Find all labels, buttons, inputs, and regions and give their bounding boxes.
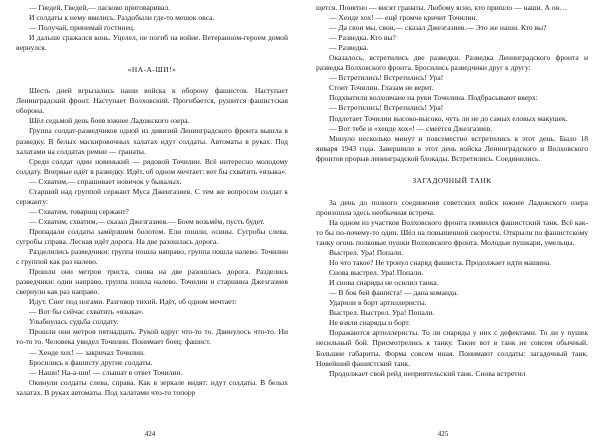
paragraph: — Схватим, схватим,— сказал Джезгазиев.— Боем возьмём, пусть будет.: [29, 216, 265, 226]
paragraph: Окинули солдаты слева, справа. Как в зеркале видят: идут солдаты. В белых халатах. В руках автоматы. Под халатами что-то топорр: [16, 377, 288, 397]
paragraph: — Да свои мы, свои,— сказал Джезгазиев.— Это же наши. Кто вы?: [329, 23, 547, 33]
paragraph: — Встретились! Встретились! Ура!: [329, 73, 444, 83]
paragraph: Разделились разведчики: группа пошла направо, группа пошла налево. Точилин с группой как раз налево.: [16, 247, 288, 267]
paragraph: — Разведка.: [329, 43, 369, 53]
paragraph: Стоит Точилин. Глазам не верит.: [329, 83, 434, 93]
right-section-body: [316, 198, 588, 379]
paragraph: — Встретились! Встретились! Ура!: [329, 103, 444, 113]
left-top-line-3: — Получай, принимай гостинец.: [29, 23, 135, 33]
paragraph: Снова выстрел. Ура! Попали.: [329, 268, 424, 278]
paragraph: Не взяли снаряды и борт.: [329, 318, 411, 328]
paragraph: Группа солдат-разведчиков одной из дивизий Ленинградского фронта вышла в разведку. В белых маскировочных халатах идут солдаты. Автоматы в руках. Под халатами на солдатах ремни — гранаты.: [16, 126, 288, 156]
page-number-right: 425: [437, 430, 449, 438]
paragraph: — Вот тебе и «хенде хох»! — смеётся Джезгазиев.: [329, 123, 493, 133]
paragraph: Продолжает свой рейд неприятельский танк. Снова встретил: [329, 368, 526, 378]
paragraph: На одном из участков Волховского фронта появился фашистский танк. Всё как-то бы по-почему-то один. Шёл на повышенной скорости. Открыли по фашистскому танку огонь полковые пушки Волховского фронта. Молодые пушкари, умельцы.: [316, 217, 588, 247]
paragraph: Улыбнулась судьба солдату.: [29, 317, 119, 327]
right-page: [316, 3, 588, 447]
paragraph: — Схватим,— спрашивает новичок у бывалых.: [29, 176, 182, 186]
paragraph: Пропадали солдаты замёрзшим болотом. Ели пошли, осины. Сугробы слева, сугробы справа. Лесная идёт дорога. На две разошлась дорога.: [16, 226, 288, 246]
paragraph: Ударили в борт артиллеристы.: [329, 298, 427, 308]
left-top-line-2: И солдаты к нему явились. Раздобыли где-то мешок овса.: [29, 13, 215, 23]
paragraph: И снова снаряды не осилил танка.: [329, 278, 439, 288]
section-heading-nashi: «НА-А-ШИ!»: [127, 65, 177, 75]
right-top-continuation: [316, 3, 588, 164]
paragraph: Выстрел. Выстрел. Ура! Попали.: [329, 308, 435, 318]
paragraph: — Схватим, товарищ сержант?: [29, 206, 129, 216]
paragraph: Прошли они метров триста, снова на две разошлась дорога. Разделись разведчики: одни направо, группа пошла налево. Точилин и старшина Джезгазиев свернули как раз направо.: [16, 267, 288, 297]
paragraph: — Наши! На-а-ши! — слышат в ответ Точилин.: [29, 367, 183, 377]
paragraph: Оказалось, встретились две разведки. Разведка Ленинградского фронта и разведка Волховского фронта. Бросились разведчики друг к другу:: [316, 53, 588, 73]
paragraph: Идут. Снег под ногами. Разговор тихий. Идёт, об одном мечтает:: [29, 297, 237, 307]
section-heading-zagadochny-tank: ЗАГАДОЧНЫЙ ТАНК: [412, 175, 492, 185]
left-top-line-1: — Гведей, Гведей,— ласково приговаривал.: [29, 3, 171, 12]
paragraph: — Хенде хох! — закричал Точилин.: [29, 347, 145, 357]
page-number-left: 424: [144, 430, 156, 438]
paragraph: — Хенде хох! — ещё громче кричит Точилин.: [329, 13, 478, 23]
paragraph: Прошли они метров пятнадцать. Рукой вдруг что-то то. Двинулось что-то. Ни то-то то. Человека увидел Точилин. Понимает боец: фашист.: [16, 327, 288, 347]
paragraph: Минуло несколько минут и повсеместно встретились в этот день. Было 18 января 1943 года. Завершили в этот день войска Ленинградского и Волховского фронтов прорыв ленинградской блокады. Встретились. Соединились.: [316, 133, 588, 163]
left-top-line-4: И дальше сражался конь. Уцелел, не погиб на войне. Ветеранном-героем домой вернулся.: [16, 33, 288, 53]
paragraph: Выстрел. Ура! Попали.: [329, 248, 404, 258]
paragraph: щется. Понятно — висят гранаты. Любому ясно, кто пришло — наши. А он…: [316, 3, 568, 12]
paragraph: Бросились к фашисту другие солдаты.: [29, 357, 153, 367]
paragraph: Но что такое? Не тронул снаряд фашиста. Продолжает идти машина.: [329, 258, 552, 268]
paragraph: Подхватили волховчане на руки Точилина. Подбрасывают вверх:: [329, 93, 538, 103]
paragraph: — Вот бы сейчас схватить «языка».: [29, 307, 144, 317]
paragraph: Старший над группой сержант Муса Дженгазиев. С тем же вопросом солдат к сержанту:: [16, 186, 288, 206]
paragraph: Шесть дней вгрызались наши войска в оборону фашистов. Наступает Ленинградский фронт. Наступает Волховский. Прогибается, рушится фашистская оборона.: [16, 86, 288, 116]
paragraph: Поражаются артиллеристы. То ли снаряды у них с дефектами. То ли у пушек несильный бой. Присмотрелись к танку. Такие вот в танк не совсем обычный. Большие габариты. Форма совсем иная. Понимают солдаты: загадочный танк. Новейший фашистский танк.: [316, 328, 588, 368]
paragraph: Подлетает Точилин высоко-высоко, чуть ли не до самых еловых макушек.: [329, 113, 568, 123]
paragraph: — Разведка. Кто вы?: [329, 33, 396, 43]
left-page: [16, 3, 288, 447]
paragraph: — В бок бей фашиста! — дана команда.: [329, 288, 459, 298]
paragraph: За день до полного соединения советских войск южнее Ладожского озера произошла здесь необычная встреча.: [316, 197, 588, 217]
left-section-body: [16, 86, 288, 397]
paragraph: Шёл седьмой день боев южнее Ладожского озера.: [29, 116, 190, 126]
paragraph: Среди солдат один новенький — рядовой Точилин. Всё интересно молодому солдату. Впервые идёт в разведку. Идёт, об одном мечтает: вот бы схватить «языка».: [16, 156, 288, 176]
